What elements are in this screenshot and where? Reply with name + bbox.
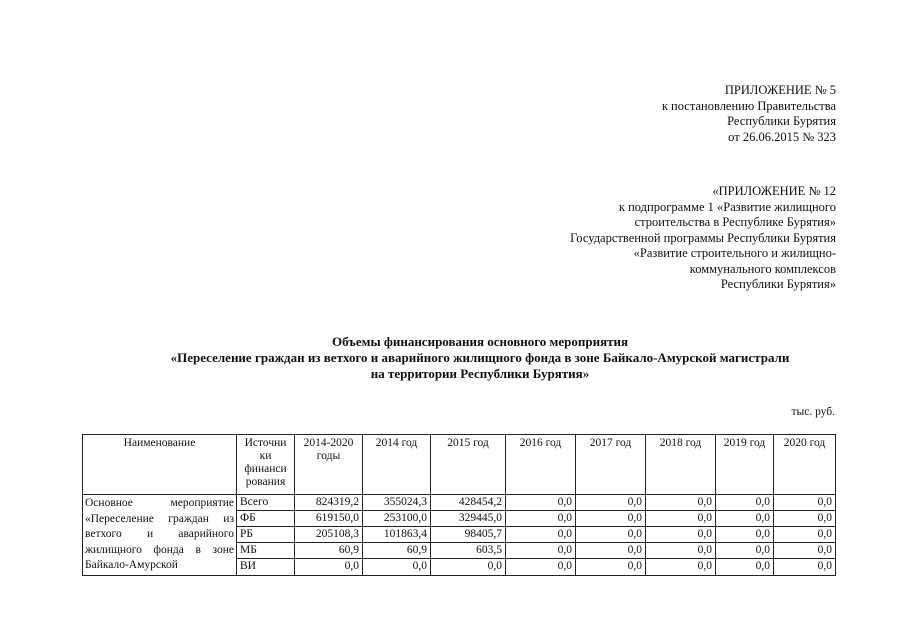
value-cell: 253100,0 bbox=[363, 511, 431, 527]
value-cell: 355024,3 bbox=[363, 495, 431, 511]
value-cell: 428454,2 bbox=[431, 495, 506, 511]
value-cell: 0,0 bbox=[506, 527, 576, 543]
value-cell: 329445,0 bbox=[431, 511, 506, 527]
value-cell: 0,0 bbox=[363, 559, 431, 575]
value-cell: 0,0 bbox=[716, 511, 774, 527]
header-total: 2014-2020 годы bbox=[295, 435, 363, 495]
header-year: 2016 год bbox=[506, 435, 576, 495]
value-cell: 60,9 bbox=[295, 543, 363, 559]
header-year: 2019 год bbox=[716, 435, 774, 495]
value-cell: 0,0 bbox=[716, 527, 774, 543]
appendix-12-line: Республики Бурятия» bbox=[720, 277, 836, 291]
value-cell: 603,5 bbox=[431, 543, 506, 559]
value-cell: 98405,7 bbox=[431, 527, 506, 543]
header-year: 2014 год bbox=[363, 435, 431, 495]
appendix-12-line: «Развитие строительного и жилищно- bbox=[633, 246, 836, 260]
financing-table bbox=[82, 434, 836, 576]
appendix-12-line: «ПРИЛОЖЕНИЕ № 12 bbox=[712, 184, 836, 198]
value-cell: 0,0 bbox=[576, 511, 646, 527]
appendix-5-header bbox=[662, 83, 836, 145]
appendix-12-line: коммунального комплексов bbox=[689, 261, 836, 276]
appendix-5-line: ПРИЛОЖЕНИЕ № 5 bbox=[724, 83, 836, 97]
appendix-12-line: Государственной программы Республики Бурятия bbox=[570, 230, 836, 245]
header-year: 2018 год bbox=[646, 435, 716, 495]
value-cell: 205108,3 bbox=[295, 527, 363, 543]
appendix-5-line: к постановлению Правительства bbox=[661, 98, 836, 113]
source-cell: Всего bbox=[237, 495, 295, 511]
units-label: тыс. руб. bbox=[791, 406, 835, 418]
source-cell: ФБ bbox=[237, 511, 295, 527]
source-cell: МБ bbox=[237, 543, 295, 559]
title-line: Объемы финансирования основного мероприятия bbox=[331, 334, 629, 349]
value-cell: 824319,2 bbox=[295, 495, 363, 511]
value-cell: 0,0 bbox=[506, 559, 576, 575]
appendix-12-line: к подпрограмме 1 «Развитие жилищного bbox=[618, 199, 836, 214]
value-cell: 0,0 bbox=[576, 527, 646, 543]
value-cell: 0,0 bbox=[716, 559, 774, 575]
header-year: 2020 год bbox=[774, 435, 836, 495]
appendix-12-header bbox=[570, 184, 836, 293]
measure-name-cell: Основное мероприятие «Переселение граждан из ветхого и аварийного жилищного фонда в зоне Байкало-Амурской bbox=[83, 495, 237, 576]
header-year: 2015 год bbox=[431, 435, 506, 495]
value-cell: 0,0 bbox=[774, 495, 836, 511]
value-cell: 0,0 bbox=[506, 543, 576, 559]
value-cell: 0,0 bbox=[506, 511, 576, 527]
document-title bbox=[60, 334, 900, 382]
source-cell: ВИ bbox=[237, 559, 295, 575]
appendix-12-line: строительства в Республике Бурятия» bbox=[634, 215, 836, 229]
value-cell: 0,0 bbox=[716, 543, 774, 559]
header-name: Наименование bbox=[83, 435, 237, 495]
value-cell: 0,0 bbox=[774, 543, 836, 559]
header-source: Источни ки финанси рования bbox=[237, 435, 295, 495]
value-cell: 0,0 bbox=[774, 511, 836, 527]
value-cell: 0,0 bbox=[431, 559, 506, 575]
value-cell: 0,0 bbox=[646, 543, 716, 559]
value-cell: 0,0 bbox=[646, 527, 716, 543]
table-row bbox=[83, 495, 836, 511]
value-cell: 0,0 bbox=[576, 559, 646, 575]
value-cell: 0,0 bbox=[646, 559, 716, 575]
value-cell: 0,0 bbox=[576, 495, 646, 511]
value-cell: 60,9 bbox=[363, 543, 431, 559]
value-cell: 0,0 bbox=[576, 543, 646, 559]
table-header-row bbox=[83, 435, 836, 495]
value-cell: 101863,4 bbox=[363, 527, 431, 543]
value-cell: 619150,0 bbox=[295, 511, 363, 527]
value-cell: 0,0 bbox=[646, 495, 716, 511]
value-cell: 0,0 bbox=[774, 527, 836, 543]
source-cell: РБ bbox=[237, 527, 295, 543]
title-line: «Переселение граждан из ветхого и аварийного жилищного фонда в зоне Байкало-Амурской магистрали bbox=[170, 350, 790, 365]
value-cell: 0,0 bbox=[295, 559, 363, 575]
header-year: 2017 год bbox=[576, 435, 646, 495]
value-cell: 0,0 bbox=[506, 495, 576, 511]
title-line: на территории Республики Бурятия» bbox=[370, 366, 590, 381]
value-cell: 0,0 bbox=[716, 495, 774, 511]
value-cell: 0,0 bbox=[774, 559, 836, 575]
appendix-5-line: от 26.06.2015 № 323 bbox=[728, 129, 836, 144]
appendix-5-line: Республики Бурятия bbox=[727, 114, 836, 128]
value-cell: 0,0 bbox=[646, 511, 716, 527]
